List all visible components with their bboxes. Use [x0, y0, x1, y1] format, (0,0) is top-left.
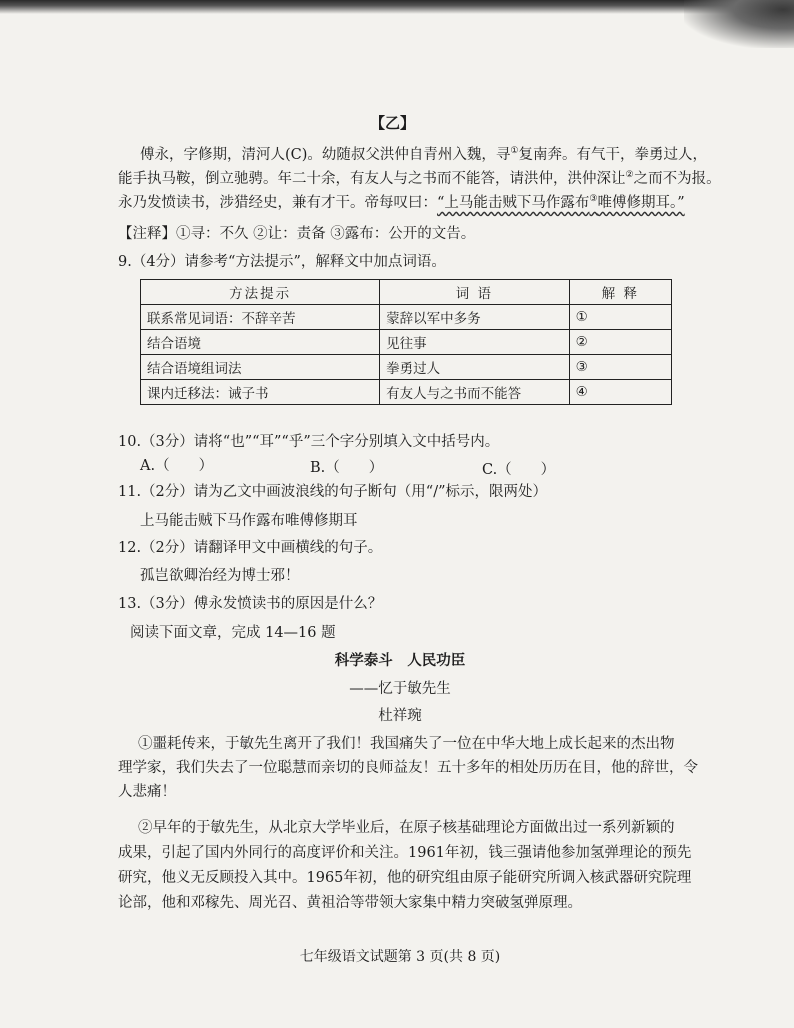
- article-p1-line: 人悲痛！: [118, 784, 176, 800]
- table-cell: 结合语境: [141, 330, 380, 355]
- table-cell: 拳勇过人: [380, 355, 570, 380]
- answer-cell[interactable]: ①: [569, 305, 671, 330]
- article-p1-line: ①噩耗传来，于敏先生离开了我们！我国痛失了一位在中华大地上成长起来的杰出物: [138, 736, 675, 752]
- table-cell: 有友人与之书而不能答: [380, 380, 570, 405]
- article-subtitle: ——忆于敏先生: [349, 681, 451, 697]
- article-author: 杜祥琬: [378, 708, 422, 724]
- answer-cell[interactable]: ④: [569, 380, 671, 405]
- passage-line-1: [140, 140, 707, 166]
- table-row: [141, 380, 672, 405]
- footnote-mark: ①: [510, 146, 519, 156]
- question-10: 10.（3分）请将“也”“耳”“乎”三个字分别填入文中括号内。: [118, 434, 500, 450]
- table-cell: 课内迁移法：诫子书: [141, 380, 380, 405]
- footnote-mark: ③: [589, 194, 598, 204]
- wavy-underlined-sentence: [437, 195, 685, 211]
- article-p1-line: 理学家，我们失去了一位聪慧而亲切的良师益友！五十多年的相处历历在目，他的辞世，令: [118, 760, 698, 776]
- passage-text: 复南奔。有气干，拳勇过人，: [518, 146, 707, 163]
- method-table: [140, 279, 672, 405]
- table-cell: 联系常见词语：不辞辛苦: [141, 305, 380, 330]
- q12-sentence: 孤岂欲卿治经为博士邪！: [140, 568, 300, 584]
- article-p2-line: 成果，引起了国内外同行的高度评价和关注。1961年初，钱三强请他参加氢弹理论的预先: [118, 845, 692, 861]
- table-row: [141, 305, 672, 330]
- passage-text: 之而不为报。: [633, 170, 721, 187]
- table-cell: 见往事: [380, 330, 570, 355]
- table-cell: 结合语境组词法: [141, 355, 380, 380]
- answer-cell[interactable]: ③: [569, 355, 671, 380]
- article-p2-line: 研究，他义无反顾投入其中。1965年初，他的研究组由原子能研究所调入核武器研究院理: [118, 870, 692, 886]
- passage-text: “上马能击贼下马作露布: [437, 194, 590, 211]
- q10-option-c[interactable]: C.（ ）: [482, 462, 556, 478]
- q11-sentence: 上马能击贼下马作露布唯傅修期耳: [140, 513, 358, 529]
- question-9: 9.（4分）请参考“方法提示”，解释文中加点词语。: [118, 254, 446, 270]
- question-13: 13.（3分）傅永发愤读书的原因是什么？: [118, 596, 383, 612]
- table-header: 方法提示: [141, 280, 380, 305]
- table-row: [141, 330, 672, 355]
- reading-intro: 阅读下面文章，完成 14—16 题: [130, 625, 336, 641]
- passage-text: 永乃发愤读书，涉猎经史，兼有才干。帝每叹曰：: [118, 194, 437, 211]
- passage-text: 能手执马鞍，倒立驰骋。年二十余，有友人与之书而不能答，请洪仲，洪仲深让: [118, 170, 626, 187]
- table-header-row: [141, 280, 672, 305]
- table-header: 解 释: [569, 280, 671, 305]
- article-p2-line: 论部，他和邓稼先、周光召、黄祖洽等带领大家集中精力突破氢弹原理。: [118, 895, 582, 911]
- question-11: 11.（2分）请为乙文中画波浪线的句子断句（用“/”标示，限两处）: [118, 484, 547, 500]
- question-12: 12.（2分）请翻译甲文中画横线的句子。: [118, 540, 383, 556]
- q10-option-b[interactable]: B.（ ）: [310, 460, 384, 476]
- passage-text: 傅永，字修期，清河人(C)。幼随叔父洪仲自青州入魏，寻: [140, 146, 511, 163]
- table-cell: 蒙辞以军中多务: [380, 305, 570, 330]
- passage-text: 唯傅修期耳。”: [597, 194, 685, 211]
- footnote-mark: ②: [625, 170, 634, 180]
- answer-cell[interactable]: ②: [569, 330, 671, 355]
- page-footer: 七年级语文试题第 3 页(共 8 页): [299, 949, 501, 965]
- passage-line-2: [118, 164, 721, 190]
- table-row: [141, 355, 672, 380]
- notes: 【注释】①寻：不久 ②让：责备 ③露布：公开的文告。: [118, 226, 476, 242]
- article-title: 科学泰斗 人民功臣: [334, 652, 466, 669]
- article-p2-line: ②早年的于敏先生，从北京大学毕业后，在原子核基础理论方面做出过一系列新颖的: [138, 820, 675, 836]
- section-title: 【乙】: [370, 114, 416, 132]
- table-header: 词 语: [380, 280, 570, 305]
- passage-line-3: [118, 188, 685, 214]
- q10-option-a[interactable]: A.（ ）: [140, 458, 214, 474]
